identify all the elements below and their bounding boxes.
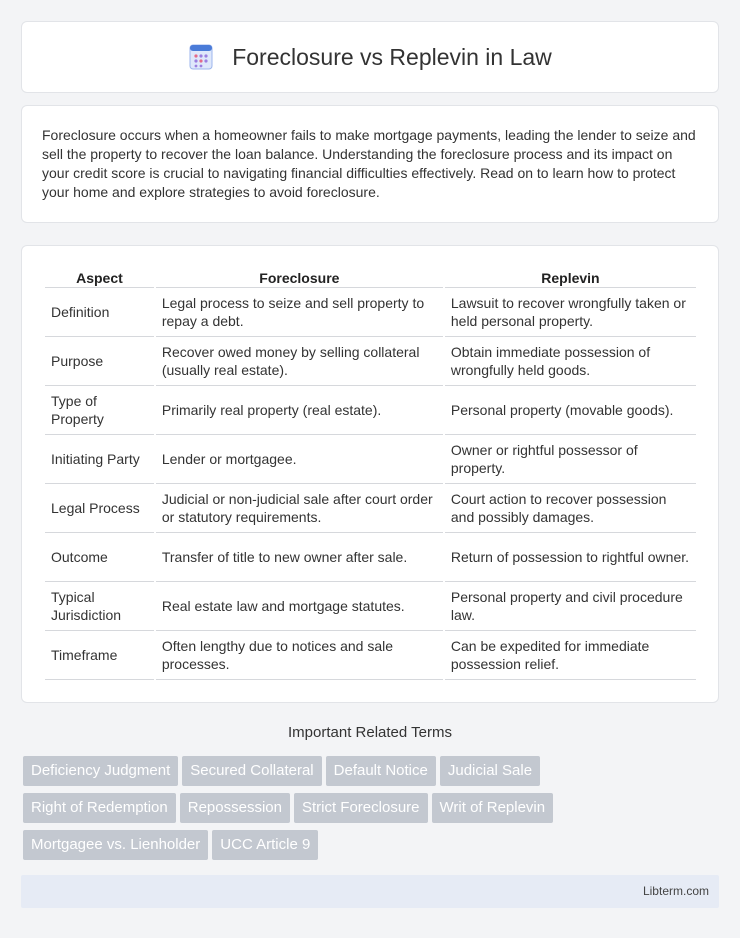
cell-foreclosure: Lender or mortgagee. [156,435,443,484]
table-row [45,337,696,386]
table-header-row [45,268,696,288]
cell-foreclosure: Transfer of title to new owner after sale. [156,533,443,582]
intro-paragraph: Foreclosure occurs when a homeowner fails to make mortgage payments, leading the lender to seize and sell the property to recover the loan balance. Understanding the foreclosure process and its impact on your credit score is crucial to navigating financial difficulties effectively. Read on to learn how to protect your home and explore strategies to avoid foreclosure. [42,127,696,200]
cell-replevin: Obtain immediate possession of wrongfully held goods. [445,337,696,386]
header-aspect: Aspect [45,268,154,288]
cell-replevin: Lawsuit to recover wrongfully taken or held personal property. [445,288,696,337]
table-row [45,582,696,631]
related-term-tag[interactable]: Default Notice [326,756,436,786]
cell-foreclosure: Recover owed money by selling collateral (usually real estate). [156,337,443,386]
related-term-tag[interactable]: Right of Redemption [23,793,176,823]
footer-bar [21,875,719,908]
table-row [45,533,696,582]
cell-replevin: Owner or rightful possessor of property. [445,435,696,484]
cell-aspect: Legal Process [45,484,154,533]
intro-card [21,105,719,223]
header-card [21,21,719,93]
table-row [45,435,696,484]
cell-replevin: Can be expedited for immediate possession relief. [445,631,696,680]
related-term-tag[interactable]: Repossession [180,793,290,823]
related-term-tag[interactable]: Writ of Replevin [432,793,554,823]
related-terms-list [23,756,723,867]
related-terms-title: Important Related Terms [288,724,452,741]
page-title: Foreclosure vs Replevin in Law [232,43,552,70]
table-row [45,288,696,337]
cell-replevin: Personal property and civil procedure law. [445,582,696,631]
comparison-table-card [21,245,719,703]
cell-replevin: Court action to recover possession and possibly damages. [445,484,696,533]
header-replevin: Replevin [445,268,696,288]
cell-aspect: Purpose [45,337,154,386]
table-row [45,484,696,533]
header-foreclosure: Foreclosure [156,268,443,288]
related-term-tag[interactable]: Deficiency Judgment [23,756,178,786]
footer-site-link[interactable]: Libterm.com [642,884,709,898]
cell-replevin: Return of possession to rightful owner. [445,533,696,582]
cell-foreclosure: Legal process to seize and sell property to repay a debt. [156,288,443,337]
cell-foreclosure: Primarily real property (real estate). [156,386,443,435]
cell-replevin: Personal property (movable goods). [445,386,696,435]
cell-foreclosure: Often lengthy due to notices and sale processes. [156,631,443,680]
cell-aspect: Typical Jurisdiction [45,582,154,631]
cell-aspect: Initiating Party [45,435,154,484]
cell-aspect: Definition [45,288,154,337]
related-term-tag[interactable]: Mortgagee vs. Lienholder [23,830,208,860]
table-row [45,386,696,435]
related-term-tag[interactable]: Secured Collateral [182,756,321,786]
document-icon [188,43,214,71]
related-term-tag[interactable]: UCC Article 9 [212,830,318,860]
title-wrap [188,43,552,71]
related-term-tag[interactable]: Strict Foreclosure [294,793,428,823]
cell-aspect: Outcome [45,533,154,582]
table-row [45,631,696,680]
cell-aspect: Type of Property [45,386,154,435]
cell-foreclosure: Judicial or non-judicial sale after court order or statutory requirements. [156,484,443,533]
cell-foreclosure: Real estate law and mortgage statutes. [156,582,443,631]
cell-aspect: Timeframe [45,631,154,680]
related-term-tag[interactable]: Judicial Sale [440,756,540,786]
comparison-table [43,268,698,680]
